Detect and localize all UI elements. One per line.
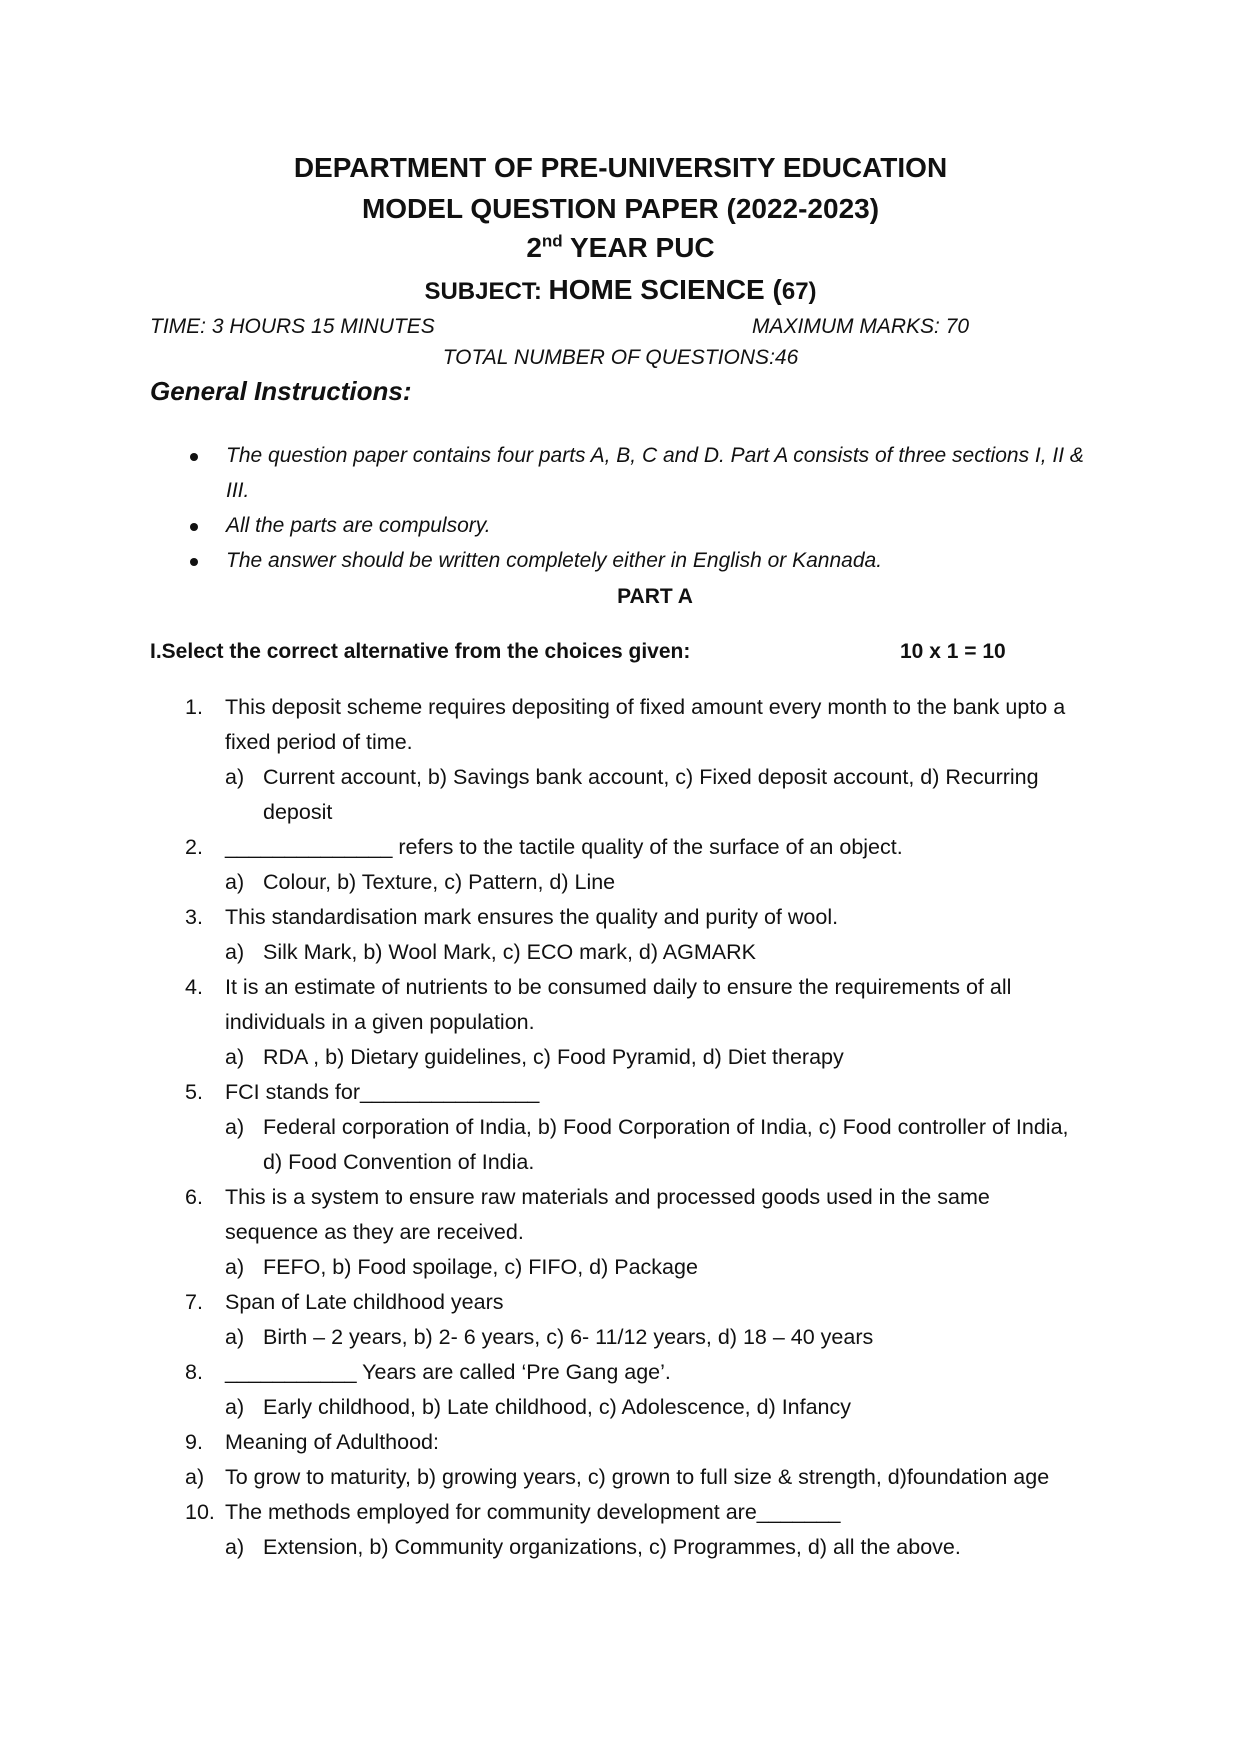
question-item [185,1075,1085,1180]
question-text: It is an estimate of nutrients to be consumed daily to ensure the requirements of all individuals in a given population. [225,975,1012,1034]
question-options: a) Silk Mark, b) Wool Mark, c) ECO mark, d) AGMARK [225,935,1085,970]
question-text: This deposit scheme requires depositing of fixed amount every month to the bank upto a fixed period of time. [225,695,1066,754]
department-title: DEPARTMENT OF PRE-UNIVERSITY EDUCATION [293,152,948,183]
subject-code: 67) [781,278,817,305]
question-number: 10. [185,1500,215,1524]
question-number: 9. [185,1430,203,1454]
question-options: a) To grow to maturity, b) growing years, c) grown to full size & strength, d)foundation age [185,1460,1085,1495]
question-item [185,830,1085,900]
section-marks: 10 x 1 = 10 [900,640,1006,663]
question-list [185,690,1085,1565]
section-title: I.Select the correct alternative from the choices given: [150,640,691,663]
question-text: Meaning of Adulthood: [225,1430,439,1454]
option-label: a) [225,1255,245,1279]
option-label: a) [225,1395,245,1419]
max-marks-info: MAXIMUM MARKS: 70 [752,315,970,338]
question-text: This is a system to ensure raw materials and processed goods used in the same sequence as they are received. [225,1185,990,1244]
instruction-item: All the parts are compulsory. [190,508,1090,543]
question-number: 1. [185,695,203,719]
option-label: a) [225,940,245,964]
question-options: a) FEFO, b) Food spoilage, c) FIFO, d) Package [225,1250,1085,1285]
option-label: a) [225,1535,245,1559]
instruction-item: The answer should be written completely either in English or Kannada. [190,543,1090,578]
total-questions-info: TOTAL NUMBER OF QUESTIONS:46 [442,346,799,369]
question-text: This standardisation mark ensures the quality and purity of wool. [225,905,839,929]
option-label: a) [225,765,245,789]
year-number: 2 [526,232,542,263]
question-number: 7. [185,1290,203,1314]
question-item [185,1425,1085,1495]
year-title [0,232,1241,264]
time-info: TIME: 3 HOURS 15 MINUTES [150,315,435,338]
subject-name: HOME SCIENCE ( [548,274,782,305]
question-options: a) Birth – 2 years, b) 2- 6 years, c) 6- 11/12 years, d) 18 – 40 years [225,1320,1085,1355]
question-text: ______________ refers to the tactile quality of the surface of an object. [225,835,903,859]
question-text: ___________ Years are called ‘Pre Gang age’. [225,1360,671,1384]
question-item [185,1180,1085,1285]
instructions-list [190,438,1090,578]
question-options: a) Current account, b) Savings bank account, c) Fixed deposit account, d) Recurring deposit [225,760,1085,830]
question-text: Span of Late childhood years [225,1290,504,1314]
option-label: a) [225,1045,245,1069]
question-options: a) Federal corporation of India, b) Food Corporation of India, c) Food controller of India, d) Food Convention of India. [225,1110,1085,1180]
instruction-item: The question paper contains four parts A, B, C and D. Part A consists of three sections I, II & III. [190,438,1090,508]
question-item [185,1285,1085,1355]
question-item [185,970,1085,1075]
question-options: a) Colour, b) Texture, c) Pattern, d) Line [225,865,1085,900]
question-item [185,690,1085,830]
bullet-icon [190,523,198,531]
option-label: a) [185,1465,205,1489]
paper-title: MODEL QUESTION PAPER (2022-2023) [361,193,880,224]
question-text: FCI stands for_______________ [225,1080,540,1104]
option-label: a) [225,870,245,894]
question-number: 2. [185,835,203,859]
question-number: 8. [185,1360,203,1384]
question-item [185,900,1085,970]
question-item [185,1355,1085,1425]
question-text: The methods employed for community development are_______ [225,1500,841,1524]
part-heading: PART A [617,585,693,608]
option-label: a) [225,1115,245,1139]
bullet-icon [190,558,198,566]
question-options: a) RDA , b) Dietary guidelines, c) Food Pyramid, d) Diet therapy [225,1040,1085,1075]
question-item [185,1495,1085,1565]
year-rest: YEAR PUC [562,232,715,263]
question-options: a) Extension, b) Community organizations, c) Programmes, d) all the above. [225,1530,1085,1565]
subject-title [0,274,1241,306]
year-suffix: nd [541,231,563,251]
question-number: 5. [185,1080,203,1104]
question-number: 6. [185,1185,203,1209]
question-options: a) Early childhood, b) Late childhood, c) Adolescence, d) Infancy [225,1390,1085,1425]
subject-label: SUBJECT: [424,278,549,305]
bullet-icon [190,453,198,461]
general-instructions-title: General Instructions: [150,376,412,406]
option-label: a) [225,1325,245,1349]
question-number: 4. [185,975,203,999]
question-number: 3. [185,905,203,929]
